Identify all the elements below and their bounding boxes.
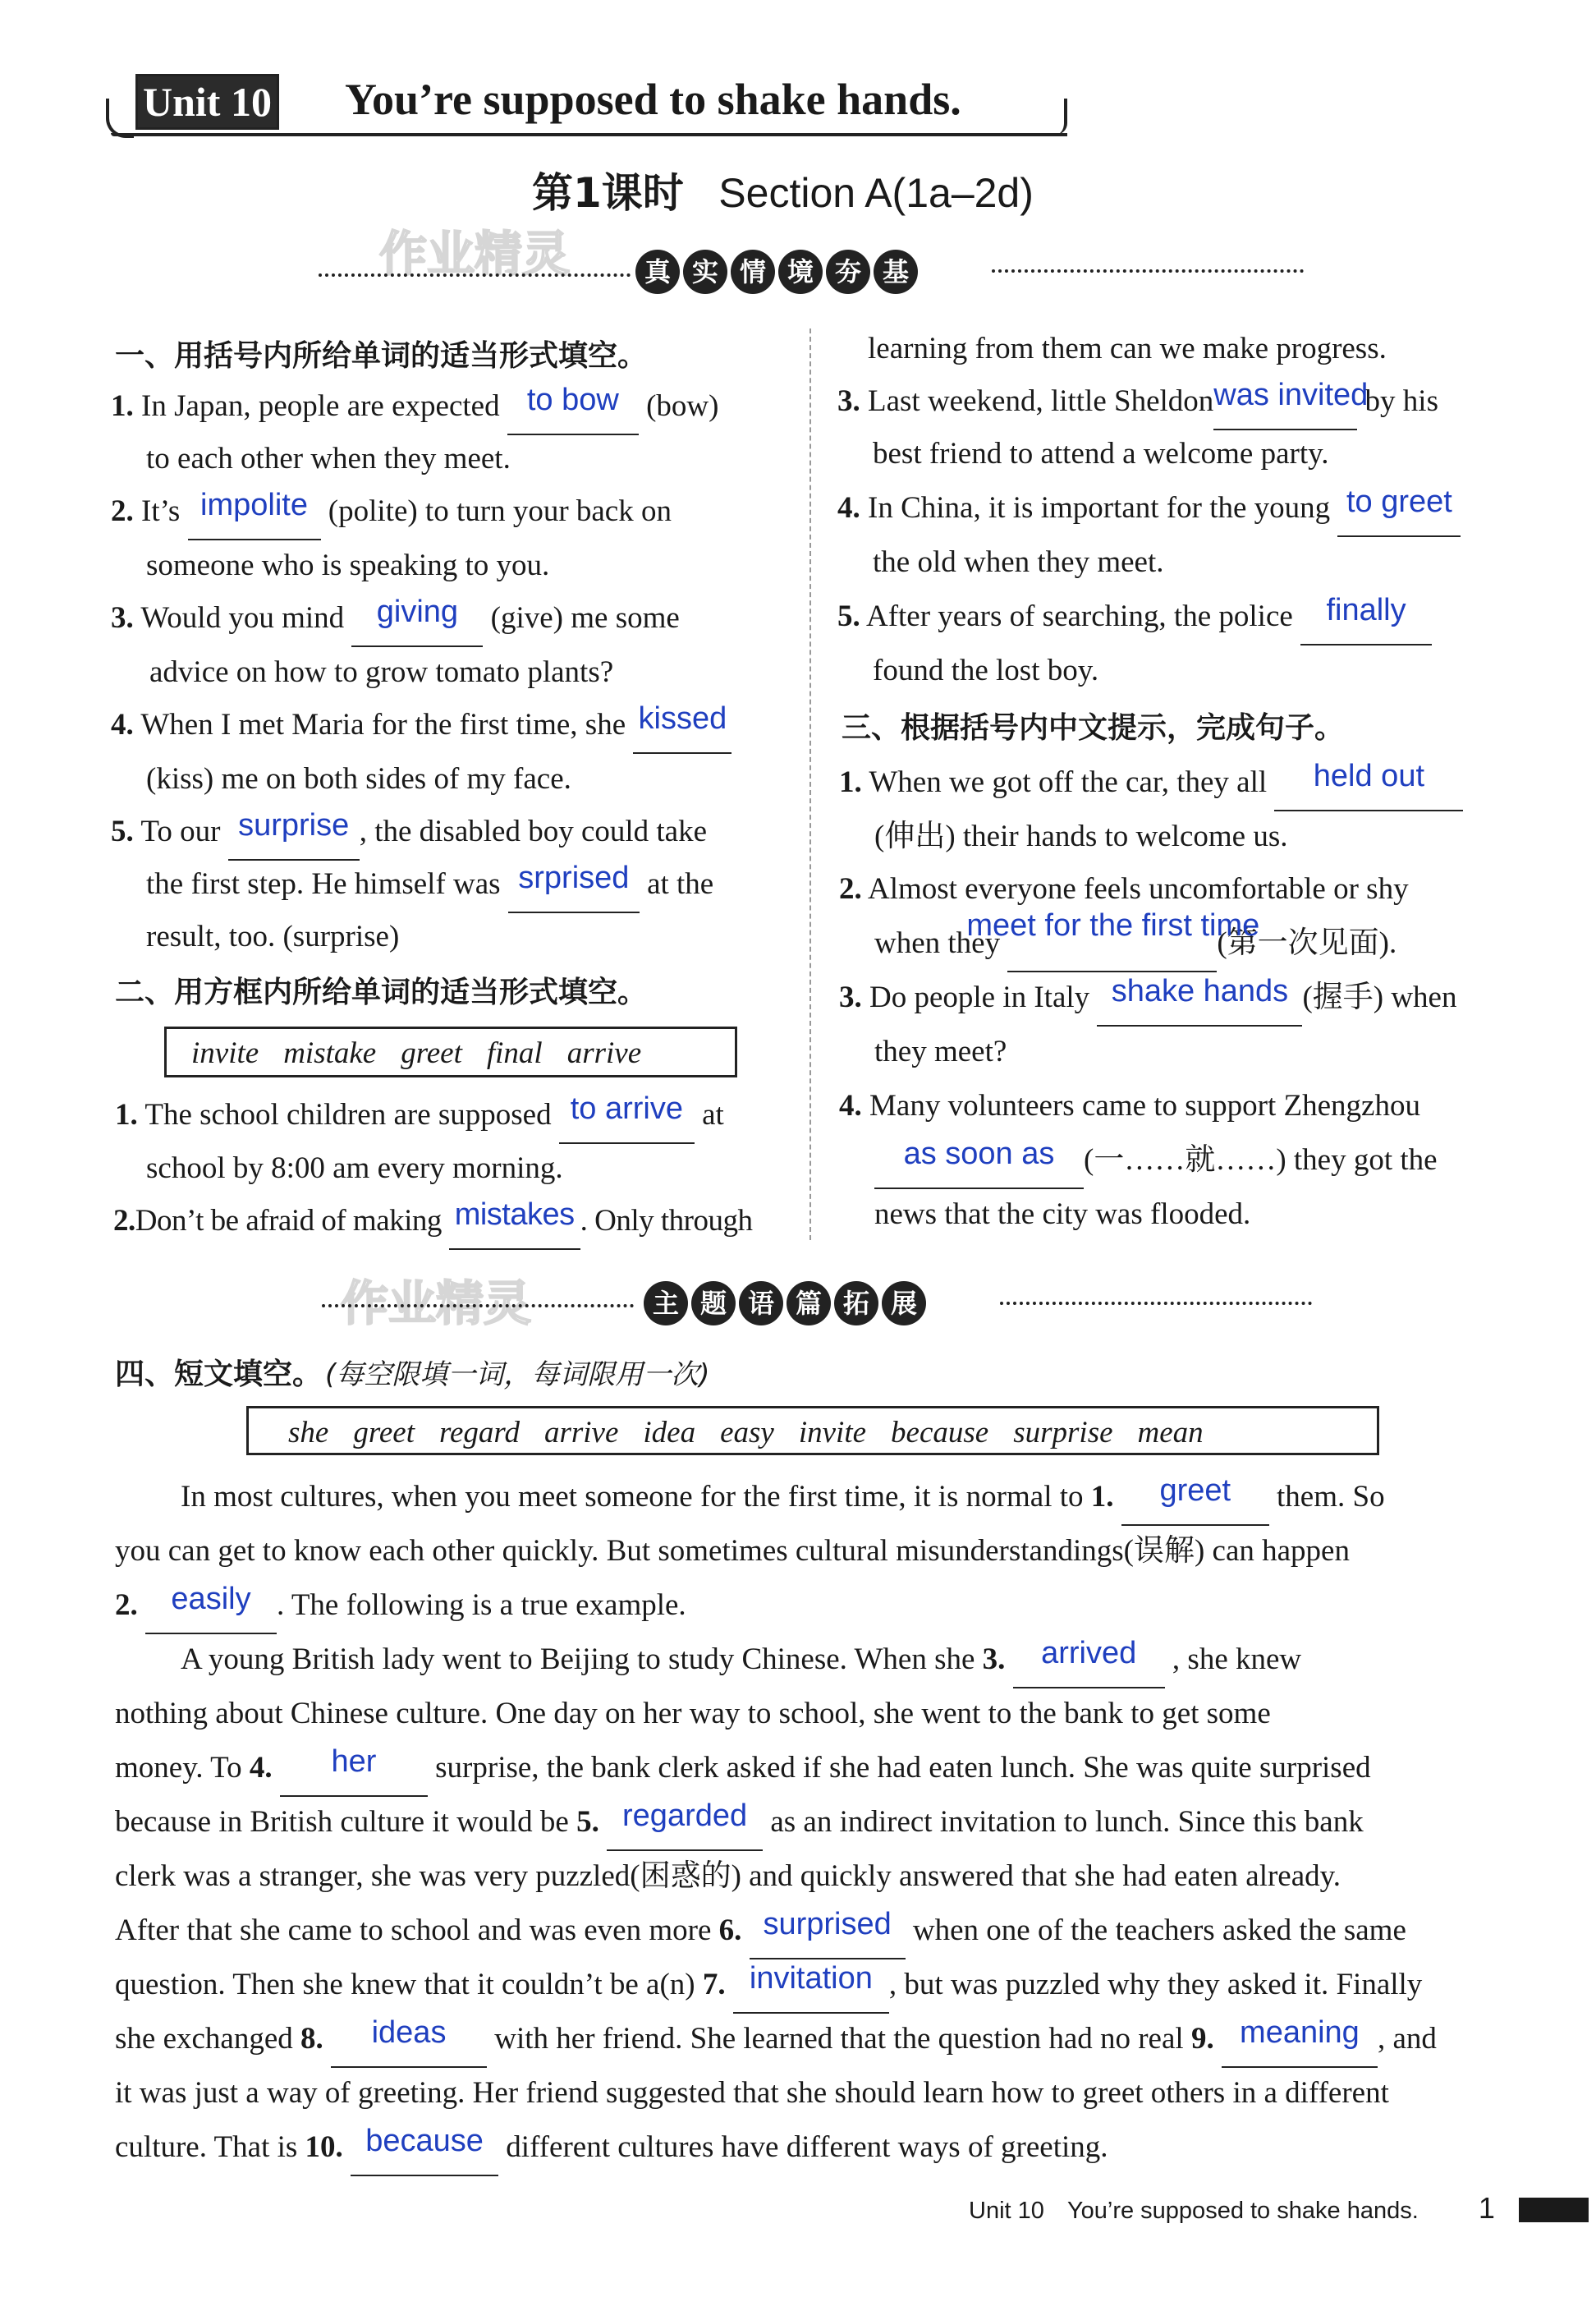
p2-q5-line1: 5. After years of searching, the police finally	[837, 590, 1432, 645]
p1-q4-line2: (kiss) me on both sides of my face.	[146, 762, 571, 796]
passage-line: culture. That is 10. because different cultures have different ways of greeting.	[115, 2120, 1108, 2176]
p3-q4-line2: as soon as (一……就……) they got the	[874, 1133, 1438, 1189]
banner-char: 展	[882, 1281, 926, 1325]
passage-line: A young British lady went to Beijing to study Chinese. When she 3. arrived , she knew	[181, 1633, 1301, 1688]
lesson-title	[532, 160, 1034, 219]
banner-dots-left	[319, 273, 631, 277]
watermark-top: 作业精灵	[379, 226, 571, 282]
banner-char: 篇	[787, 1281, 831, 1325]
answer-blank[interactable]: surprised	[750, 1904, 906, 1959]
p1-q5-line1: 5. To our surprise , the disabled boy could take	[111, 805, 707, 861]
answer-blank[interactable]: ideas	[331, 2012, 487, 2068]
answer-blank[interactable]: shake hands	[1097, 971, 1302, 1027]
word-option: mistake	[283, 1036, 377, 1070]
p2-q1-line1: 1. The school children are supposed to arrive at	[115, 1088, 724, 1144]
answer-blank[interactable]: because	[351, 2120, 498, 2176]
word-option: because	[891, 1416, 989, 1449]
part4-heading-row	[115, 1351, 710, 1393]
banner-char: 实	[683, 250, 727, 294]
unit-label: Unit 10	[135, 74, 279, 130]
answer-blank[interactable]: kissed	[633, 698, 732, 754]
lesson-number: 第1课时	[532, 169, 684, 217]
passage-line: money. To 4. her surprise, the bank clerk asked if she had eaten lunch. She was quite surprised	[115, 1741, 1371, 1797]
p1-q5-line3: result, too. (surprise)	[146, 920, 400, 953]
banner-char: 主	[644, 1281, 688, 1325]
answer-blank[interactable]: impolite	[188, 485, 321, 540]
answer-blank[interactable]: meet for the first time	[1007, 917, 1217, 972]
banner-dots-right	[1000, 1302, 1312, 1305]
p3-q1-line2: (伸出) their hands to welcome us.	[874, 820, 1288, 853]
banner-char: 基	[874, 250, 918, 294]
part2-word-box	[164, 1027, 737, 1077]
column-divider	[809, 328, 811, 1240]
word-option: arrive	[543, 1416, 619, 1449]
p3-q4-line1: 4. Many volunteers came to support Zhengzhou	[839, 1089, 1420, 1123]
answer-blank[interactable]: meaning	[1222, 2012, 1378, 2068]
p2-q4-line1: 4. In China, it is important for the young to greet	[837, 481, 1461, 537]
top-banner	[634, 250, 920, 294]
p1-q2-line1: 2. It’s impolite (polite) to turn your back on	[111, 485, 672, 540]
p3-q3-line1: 3. Do people in Italy shake hands (握手) when	[839, 971, 1456, 1027]
unit-header-left-curl	[106, 99, 134, 138]
passage-line: you can get to know each other quickly. But sometimes cultural misunderstandings(误解) can happen	[115, 1534, 1350, 1568]
banner-char: 题	[691, 1281, 736, 1325]
answer-blank[interactable]: invitation	[733, 1958, 889, 2014]
banner-char: 语	[739, 1281, 783, 1325]
answer-blank[interactable]: regarded	[607, 1795, 763, 1851]
word-option: invite	[191, 1036, 259, 1070]
page-edge-marker	[1519, 2198, 1589, 2222]
word-option: she	[288, 1416, 329, 1449]
unit-title: You’re supposed to shake hands.	[345, 75, 961, 124]
word-option: easy	[720, 1416, 774, 1449]
p1-q1-line2: to each other when they meet.	[146, 442, 511, 475]
word-option: regard	[438, 1416, 520, 1449]
p2-q4-line2: the old when they meet.	[873, 545, 1164, 579]
p1-q3-line1: 3. Would you mind giving (give) me some	[111, 591, 680, 647]
passage-line: clerk was a stranger, she was very puzzled(困惑的) and quickly answered that she had eaten already.	[115, 1859, 1341, 1893]
p3-q4-line3: news that the city was flooded.	[874, 1197, 1251, 1231]
part4-note: (每空限填一词，每词限用一次)	[325, 1358, 710, 1391]
footer-unit: Unit 10	[969, 2198, 1044, 2224]
part2-heading: 二、用方框内所给单词的适当形式填空。	[115, 976, 648, 1009]
word-option: idea	[643, 1416, 696, 1449]
p3-q2-line2: when they meet for the first time (第一次见面).	[874, 917, 1396, 972]
answer-blank[interactable]: greet	[1121, 1470, 1269, 1526]
passage-line: 2. easily . The following is a true example.	[115, 1578, 686, 1634]
p1-q5-line2: the first step. He himself was srprised at the	[146, 857, 713, 913]
p1-q2-line2: someone who is speaking to you.	[146, 549, 550, 582]
p2-q3-line1: 3. Last weekend, little Sheldon was invited by his	[837, 374, 1438, 430]
page-number: 1	[1478, 2191, 1495, 2225]
banner-char: 夯	[826, 250, 870, 294]
p2-q3-line2: best friend to attend a welcome party.	[873, 437, 1329, 471]
p3-q2-line1: 2. Almost everyone feels uncomfortable or shy	[839, 872, 1409, 906]
answer-blank[interactable]: srprised	[508, 857, 640, 913]
p2-q2-line2: learning from them can we make progress.	[868, 332, 1387, 365]
p3-q3-line2: they meet?	[874, 1035, 1007, 1068]
passage-line: In most cultures, when you meet someone for the first time, it is normal to 1. greet them. So	[181, 1470, 1385, 1526]
watermark-middle: 作业精灵	[341, 1275, 532, 1331]
banner-dots-left	[322, 1304, 634, 1307]
part4-word-box	[246, 1406, 1379, 1455]
p2-q5-line2: found the lost boy.	[873, 654, 1099, 687]
answer-blank[interactable]: easily	[145, 1578, 277, 1634]
banner-dots-right	[992, 269, 1304, 273]
part4-heading: 四、短文填空。	[115, 1358, 323, 1391]
p2-q2-line1: 2.Don’t be afraid of making mistakes . Only through	[113, 1194, 753, 1250]
answer-blank[interactable]: arrived	[1013, 1633, 1165, 1688]
lesson-section: Section A(1a–2d)	[718, 170, 1034, 216]
answer-blank[interactable]: held out	[1274, 756, 1463, 811]
p1-q1-line1: 1. In Japan, people are expected to bow (bow)	[111, 379, 718, 435]
word-option: greet	[353, 1416, 415, 1449]
unit-header	[111, 74, 1071, 140]
answer-blank[interactable]: was invited	[1213, 374, 1357, 430]
part1-heading: 一、用括号内所给单词的适当形式填空。	[115, 339, 648, 373]
banner-char: 真	[635, 250, 680, 294]
answer-blank[interactable]: to arrive	[559, 1088, 695, 1144]
answer-blank[interactable]: finally	[1300, 590, 1432, 645]
p1-q3-line2: advice on how to grow tomato plants?	[149, 655, 614, 689]
passage-line: because in British culture it would be 5. regarded as an indirect invitation to lunch. Since this bank	[115, 1795, 1364, 1851]
part3-heading: 三、根据括号内中文提示，完成句子。	[842, 711, 1345, 745]
unit-header-underline	[111, 133, 1067, 136]
answer-blank[interactable]: surprise	[228, 805, 360, 861]
answer-blank[interactable]: to greet	[1337, 481, 1461, 537]
word-option: invite	[798, 1416, 867, 1449]
banner-char: 境	[778, 250, 823, 294]
answer-blank[interactable]: mistakes	[449, 1194, 580, 1250]
footer	[969, 2191, 1495, 2226]
answer-blank[interactable]: her	[280, 1741, 428, 1797]
passage-line: After that she came to school and was even more 6. surprised when one of the teachers asked the same	[115, 1904, 1406, 1959]
word-option: mean	[1137, 1416, 1204, 1449]
p1-q4-line1: 4. When I met Maria for the first time, she kissed	[111, 698, 732, 754]
answer-blank[interactable]: as soon as	[874, 1133, 1084, 1189]
banner-char: 情	[731, 250, 775, 294]
footer-title: You’re supposed to shake hands.	[1066, 2198, 1419, 2224]
banner-char: 拓	[834, 1281, 878, 1325]
middle-banner	[642, 1281, 928, 1325]
passage-line: question. Then she knew that it couldn’t be a(n) 7. invitation , but was puzzled why they asked it. Finally	[115, 1958, 1422, 2014]
p3-q1-line1: 1. When we got off the car, they all held out	[839, 756, 1463, 811]
word-option: arrive	[566, 1036, 642, 1070]
word-option: surprise	[1013, 1416, 1113, 1449]
word-option: final	[486, 1036, 543, 1070]
unit-header-right-curl	[1051, 99, 1067, 135]
passage-line: nothing about Chinese culture. One day on her way to school, she went to the bank to get some	[115, 1697, 1271, 1730]
passage-line: it was just a way of greeting. Her friend suggested that she should learn how to greet others in a different	[115, 2076, 1389, 2110]
word-option: greet	[401, 1036, 462, 1070]
answer-blank[interactable]: giving	[351, 591, 483, 647]
p2-q1-line2: school by 8:00 am every morning.	[146, 1151, 563, 1185]
answer-blank[interactable]: to bow	[507, 379, 639, 435]
passage-line: she exchanged 8. ideas with her friend. She learned that the question had no real 9. meaning , and	[115, 2012, 1437, 2068]
